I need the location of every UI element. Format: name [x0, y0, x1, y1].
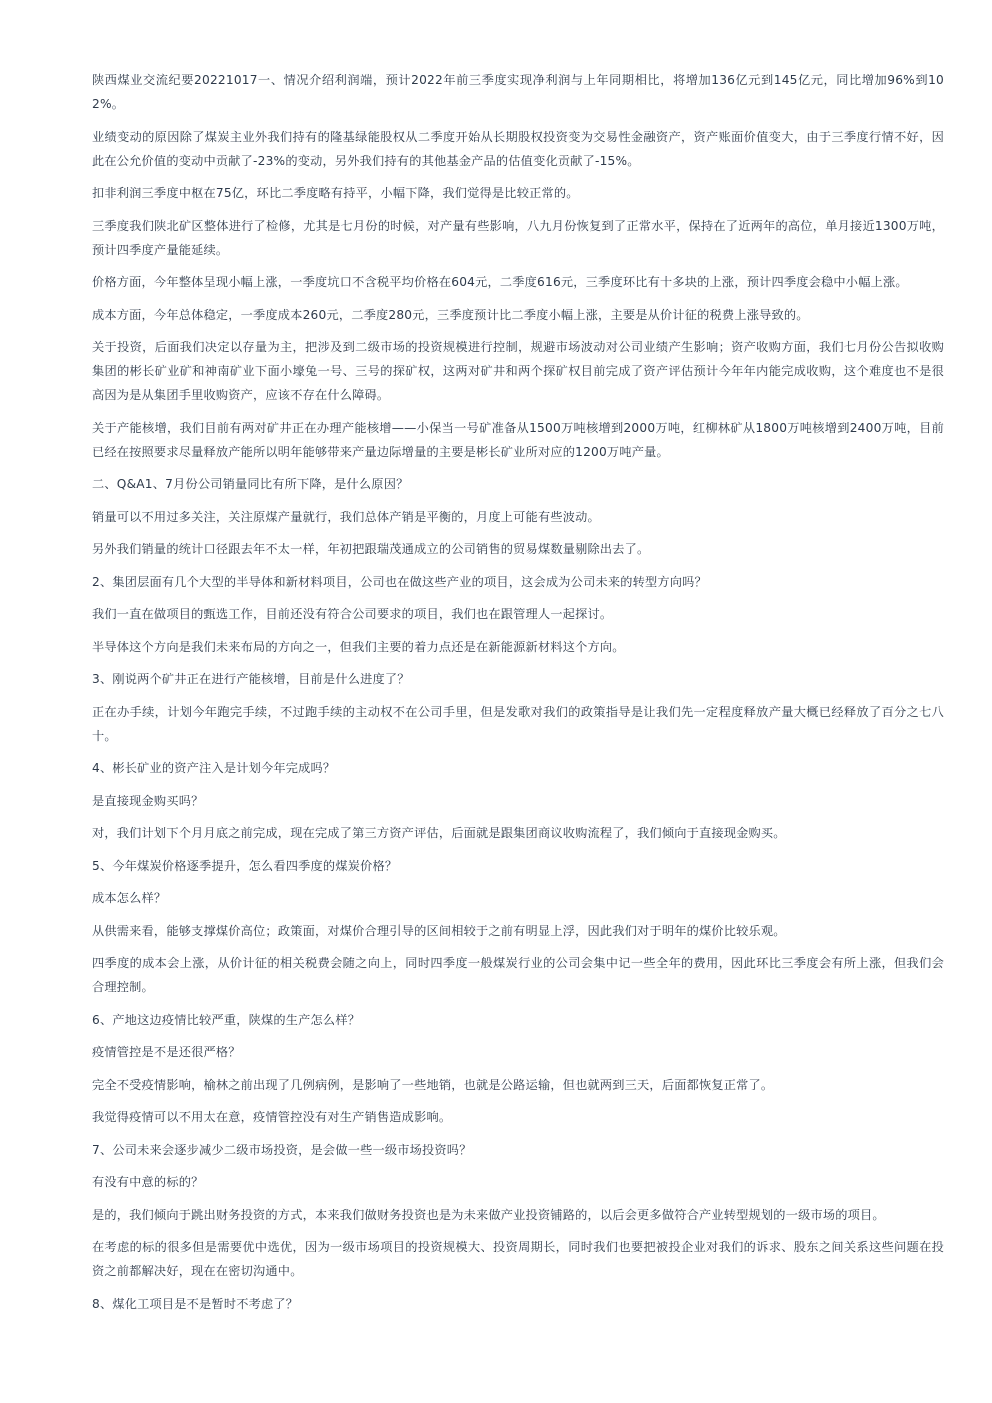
question: 6、产地这边疫情比较严重，陕煤的生产怎么样？ — [92, 1012, 361, 1027]
question: 5、今年煤炭价格逐季提升，怎么看四季度的煤炭价格？ — [92, 858, 398, 873]
question: 3、刚说两个矿井正在进行产能核增，目前是什么进度了？ — [92, 672, 410, 686]
qa-heading: 二、Q&A1、7月份公司销量同比有所下降，是什么原因？ — [92, 477, 409, 491]
paragraph: 从供需来看，能够支撑煤价高位；政策面，对煤价合理引导的区间相较于之前有明显上浮，因此我们对于明年的煤价比较乐观。 — [92, 923, 786, 938]
paragraph: 价格方面，今年整体呈现小幅上涨，一季度坑口不含税平均价格在604元，二季度616元，三季度环比有十多块的上涨，预计四季度会稳中小幅上涨。 — [92, 275, 908, 289]
paragraph: 我觉得疫情可以不用太在意，疫情管控没有对生产销售造成影响。 — [92, 1110, 452, 1124]
paragraph: 在考虑的标的很多但是需要优中选优，因为一级市场项目的投资规模大、投资周期长，同时我们也要把被投企业对我们的诉求、股东之间关系这些问题在投资之前都解决好，现在在密切沟通中。 — [92, 1240, 944, 1278]
paragraph: 业绩变动的原因除了煤炭主业外我们持有的隆基绿能股权从二季度开始从长期股权投资变为交易性金融资产，资产账面价值变大，由于三季度行情不好，因此在公允价值的变动中贡献了-23%的变动，另外我们持有的其他基金产品的估值变化贡献了-15%。 — [92, 129, 944, 168]
question: 2、集团层面有几个大型的半导体和新材料项目，公司也在做这些产业的项目，这会成为公司未来的转型方向吗？ — [92, 574, 707, 589]
paragraph: 对，我们计划下个月月底之前完成，现在完成了第三方资产评估，后面就是跟集团商议收购流程了，我们倾向于直接现金购买。 — [92, 826, 786, 840]
question: 成本怎么样？ — [92, 891, 167, 905]
paragraph: 关于产能核增，我们目前有两对矿井正在办理产能核增——小保当一号矿准备从1500万吨核增到2000万吨，红柳林矿从1800万吨核增到2400万吨，目前已经在按照要求尽量释放产能所以明年能够带来产量边际增量的主要是彬长矿业所对应的1200万吨产量。 — [92, 420, 944, 459]
paragraph: 半导体这个方向是我们未来布局的方向之一，但我们主要的着力点还是在新能源新材料这个方向。 — [92, 639, 625, 654]
paragraph: 陕西煤业交流纪要20221017一、情况介绍利润端，预计2022年前三季度实现净利润与上年同期相比，将增加136亿元到145亿元，同比增加96%到102%。 — [92, 73, 944, 111]
paragraph: 成本方面，今年总体稳定，一季度成本260元，二季度280元，三季度预计比二季度小幅上涨，主要是从价计征的税费上涨导致的。 — [92, 307, 809, 322]
question: 是直接现金购买吗？ — [92, 793, 204, 808]
paragraph: 扣非利润三季度中枢在75亿，环比二季度略有持平，小幅下降，我们觉得是比较正常的。 — [92, 186, 579, 200]
paragraph: 我们一直在做项目的甄选工作，目前还没有符合公司要求的项目，我们也在跟管理人一起探讨。 — [92, 607, 613, 621]
paragraph: 另外我们销量的统计口径跟去年不太一样，年初把跟瑞茂通成立的公司销售的贸易煤数量剔除出去了。 — [92, 542, 650, 556]
question: 疫情管控是不是还很严格？ — [92, 1045, 241, 1059]
paragraph: 完全不受疫情影响，榆林之前出现了几例病例，是影响了一些地销，也就是公路运输，但也就两到三天，后面都恢复正常了。 — [92, 1077, 774, 1092]
paragraph: 关于投资，后面我们决定以存量为主，把涉及到二级市场的投资规模进行控制，规避市场波动对公司业绩产生影响；资产收购方面，我们七月份公告拟收购集团的彬长矿业矿和神南矿业下面小壕兔一号、三号的探矿权，这两对矿井和两个探矿权目前完成了资产评估预计今年年内能完成收购，这个难度也不是很高因为是从集团手里收购资产，应该不存在什么障碍。 — [92, 340, 944, 402]
paragraph: 销量可以不用过多关注，关注原煤产量就行，我们总体产销是平衡的，月度上可能有些波动。 — [92, 509, 600, 524]
question: 4、彬长矿业的资产注入是计划今年完成吗？ — [92, 761, 336, 775]
document-body — [92, 68, 944, 1324]
question: 8、煤化工项目是不是暂时不考虑了？ — [92, 1296, 299, 1311]
paragraph: 正在办手续，计划今年跑完手续，不过跑手续的主动权不在公司手里，但是发歌对我们的政策指导是让我们先一定程度释放产量大概已经释放了百分之七八十。 — [92, 704, 944, 743]
question: 有没有中意的标的？ — [92, 1175, 204, 1189]
question: 7、公司未来会逐步减少二级市场投资，是会做一些一级市场投资吗？ — [92, 1142, 472, 1157]
paragraph: 四季度的成本会上涨，从价计征的相关税费会随之向上，同时四季度一般煤炭行业的公司会集中记一些全年的费用，因此环比三季度会有所上涨，但我们会合理控制。 — [92, 956, 944, 994]
paragraph: 是的，我们倾向于跳出财务投资的方式，本来我们做财务投资也是为未来做产业投资铺路的，以后会更多做符合产业转型规划的一级市场的项目。 — [92, 1207, 885, 1222]
paragraph: 三季度我们陕北矿区整体进行了检修，尤其是七月份的时候，对产量有些影响，八九月份恢复到了正常水平，保持在了近两年的高位，单月接近1300万吨，预计四季度产量能延续。 — [92, 218, 944, 257]
